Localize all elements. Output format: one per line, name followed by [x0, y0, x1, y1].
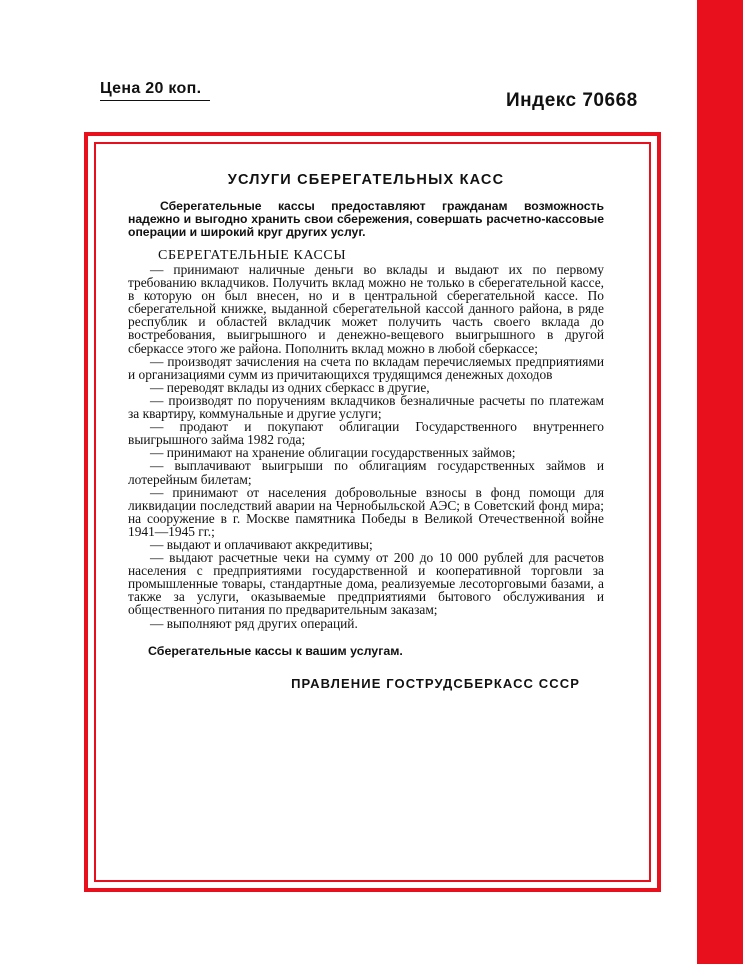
- notice-intro: Сберегательные кассы предоставляют гражданам возможность надежно и выгодно хранить свои сбережения, совершать расчетно-кассовые операции и широкий круг других услуг.: [128, 199, 604, 239]
- service-item: — принимают на хранение облигации государственных займов;: [150, 445, 516, 461]
- notice-signature: ПРАВЛЕНИЕ ГОСТРУДСБЕРКАСС СССР: [291, 675, 580, 691]
- service-item: — выполняют ряд других операций.: [150, 615, 358, 631]
- service-item: — выдают расчетные чеки на сумму от 200 до 10 000 рублей для расчетов населения с предприятиями государственной и кооперативной торговли за промышленные товары, стандартные дома, реализуемые лесоторговыми базами, а также за услуги, оказываемые предприятиями бытового обслуживания и общественного питания по предварительным заказам;: [128, 550, 604, 618]
- service-item: — принимают от населения добровольные взносы в фонд помощи для ликвидации последствий аварии на Чернобыльской АЭС; в Советский фонд мира; на сооружение в г. Москве памятника Победы в Великой Отечественной войне 1941—1945 гг.;: [128, 484, 604, 539]
- service-item: — выдают и оплачивают аккредитивы;: [150, 536, 373, 552]
- service-item: — принимают наличные деньги во вклады и выдают их по первому требованию вкладчиков. Получить вклад можно не только в сберегательной кассе, в которую он был внесен, но и в центральной сберегательной кассе. По сберегательной книжке, выданной сберегательной кассой данного района, в ряде республик и областей вкладчик может получить часть своего вклада до востребования, выигрышного и денежно-вещевого выигрышного в другой сберкассе этого же района. Пополнить вклад можно в любой сберкассе;: [128, 262, 604, 356]
- service-item: — продают и покупают облигации Государственного внутреннего выигрышного займа 1982 года;: [128, 419, 604, 448]
- notice-closing: Сберегательные кассы к вашим услугам.: [148, 643, 403, 658]
- price-label: Цена 20 коп.: [100, 80, 202, 97]
- service-item: — выплачивают выигрыши по облигациям государственных займов и лотерейным билетам;: [128, 458, 604, 487]
- service-item: — производят зачисления на счета по вкладам перечисляемых предприятиями и организациями сумм из причитающихся трудящимся денежных доходов: [128, 353, 604, 382]
- price-underline: [100, 100, 210, 101]
- notice-title: УСЛУГИ СБЕРЕГАТЕЛЬНЫХ КАСС: [227, 172, 505, 188]
- notice-content: [128, 172, 604, 691]
- notice-lead: СБЕРЕГАТЕЛЬНЫЕ КАССЫ: [158, 248, 347, 263]
- service-item: — производят по поручениям вкладчиков безналичные расчеты по платежам за квартиру, коммунальные и другие услуги;: [128, 392, 604, 422]
- index-label: Индекс 70668: [506, 90, 638, 111]
- red-edge-strip: [697, 0, 743, 964]
- service-item: — переводят вклады из одних сберкасс в другие,: [150, 379, 430, 395]
